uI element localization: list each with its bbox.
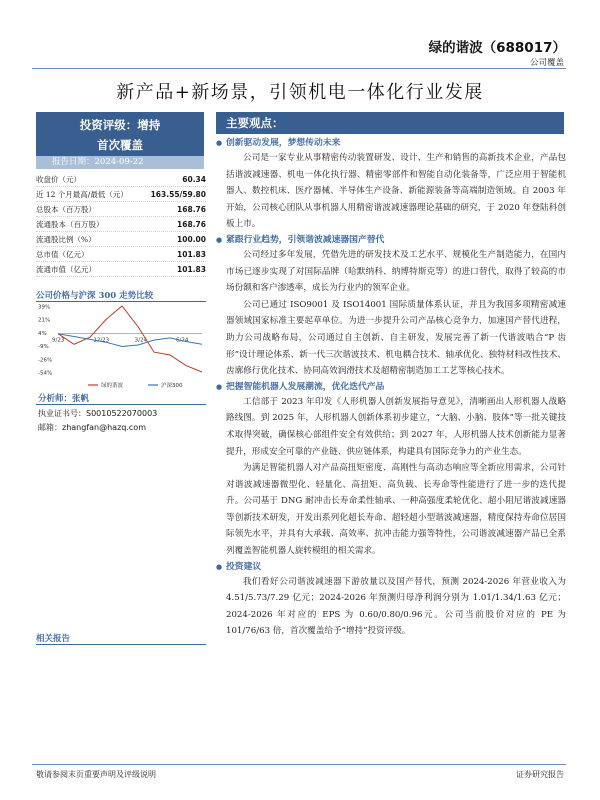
report-date: 报告日期：2024-09-22 bbox=[36, 156, 204, 169]
stat-value: 168.76 bbox=[177, 205, 206, 214]
bullet-icon: ● bbox=[216, 234, 223, 244]
y-tick-label: 4% bbox=[38, 330, 47, 337]
paragraph: 我们看好公司谐波减速器下游放量以及国产替代，预测 2024-2026 年营业收入为 4.51/5.73/7.29 亿元；2024-2026 年预测归母净利润分别为 1.01/1.34/1.63 亿元；2024-2026 年对应的 EPS 为 0.60/0.80/0.96元。公司当前股价对应的 PE 为 101/76/63 倍，首次覆盖给予“增持”投资评级。 bbox=[226, 576, 566, 637]
stat-value: 60.34 bbox=[182, 175, 206, 184]
company-name: 绿的谐波（688017） bbox=[428, 40, 566, 56]
stat-value: 163.55/59.80 bbox=[150, 190, 206, 199]
legend-label: 沪深300 bbox=[161, 383, 183, 389]
footer-divider bbox=[32, 764, 566, 765]
stat-row bbox=[36, 187, 206, 202]
paragraph: 公司经过多年发展，凭借先进的研发技术及工艺水平、规模化生产制造能力，在国内市场已逐步实现了对国际品牌（哈默纳科、纳博特斯克等）的进口替代，取得了较高的市场份额和客户渗透率，成长为行业内的领军企业。 bbox=[226, 249, 566, 294]
rating-coverage: 首次覆盖 bbox=[97, 138, 143, 152]
rating-box bbox=[36, 112, 204, 156]
stat-label: 流通股本（百万股） bbox=[36, 220, 104, 229]
cert-label: 执业证书号： bbox=[38, 409, 86, 418]
stat-value: 100.00 bbox=[177, 235, 206, 244]
analyst-info bbox=[38, 407, 157, 435]
footer-report-label: 证券研究报告 bbox=[516, 770, 564, 779]
stock-stats-table bbox=[36, 172, 206, 277]
y-tick-label: 39% bbox=[38, 304, 51, 311]
related-reports-title: 相关报告 bbox=[36, 634, 71, 644]
footer-disclaimer: 敬请参阅末页重要声明及评级说明 bbox=[36, 770, 156, 779]
analyst-divider bbox=[36, 404, 206, 405]
main-body bbox=[216, 136, 566, 640]
series-line bbox=[58, 334, 202, 347]
stat-row bbox=[36, 217, 206, 232]
stat-row bbox=[36, 262, 206, 277]
x-tick-label: 9/23 bbox=[52, 337, 65, 344]
stat-row bbox=[36, 202, 206, 217]
stat-label: 流通股比例（%） bbox=[36, 235, 96, 244]
rating-label: 投资评级：增持 bbox=[79, 118, 161, 132]
analyst-title: 分析师：张帆 bbox=[38, 394, 90, 404]
header-divider bbox=[32, 68, 566, 69]
bullet-icon: ● bbox=[216, 138, 223, 147]
stat-row bbox=[36, 232, 206, 247]
stat-row bbox=[36, 247, 206, 262]
x-tick-label: 6/24 bbox=[176, 337, 189, 344]
y-tick-label: -9% bbox=[38, 344, 49, 351]
stat-value: 101.83 bbox=[177, 265, 206, 274]
report-title: 新产品+新场景，引领机电一体化行业发展 bbox=[116, 82, 484, 103]
related-reports-divider bbox=[36, 644, 206, 645]
section-heading: ● 紧跟行业趋势，引领谐波减速器国产替代 bbox=[216, 234, 385, 245]
price-comparison-chart bbox=[36, 300, 208, 390]
legend-label: 绿的谐波 bbox=[101, 383, 124, 389]
paragraph: 工信部于 2023 年印发《人形机器人创新发展指导意见》，清晰画出人形机器人战略路线图。到 2025 年，人形机器人创新体系初步建立，“大脑、小脑、肢体”等一批关键技术取得突破，确保核心部组件安全有效供给；到 2027 年，人形机器人技术创新能力显著提升，形成安全可靠的产业链、供应链体系，构建具有国际竞争力的产业生态。 bbox=[226, 396, 566, 457]
section-heading: ● 把握智能机器人发展潮流，优化迭代产品 bbox=[216, 381, 385, 392]
main-points-bar: 主要观点： bbox=[216, 112, 564, 134]
x-tick-label: 12/23 bbox=[93, 337, 110, 344]
paragraph: 公司是一家专业从事精密传动装置研发、设计、生产和销售的高新技术企业，产品包括谐波减速器、机电一体化执行器、精密零部件和智能自动化装备等，广泛应用于智能机器人、数控机床、医疗器械、半导体生产设备、新能源装备等高端制造领域。自 2003 年开始，公司核心团队从事机器人用精密谐波减速器理论基础的研究，于 2020 年登陆科创板上市。 bbox=[226, 153, 566, 230]
email-label: 邮箱： bbox=[38, 423, 62, 432]
stat-label: 收盘价（元） bbox=[36, 175, 81, 184]
y-tick-label: -54% bbox=[38, 370, 53, 377]
section-heading: ● 投资建议 bbox=[216, 561, 262, 572]
stat-label: 流通市值（亿元） bbox=[36, 265, 96, 274]
paragraph: 为满足智能机器人对产品高扭矩密度、高刚性与高动态响应等全新应用需求，公司针对谐波减速器微型化、轻量化、高扭矩、高负载、长寿命等性能进行了进一步的迭代提升。公司基于 DNG 耐冲击长寿命柔性轴承、一种高强度柔轮优化、超小阻尼谐波减速器等创新技术研发，开发出系列化超长寿命、超轻超小型谐波减速器，精度保持寿命位居国际领先水平，并具有大承载、高效率、抗冲击能力强等特性，公司谐波减速器产品已全系列覆盖智能机器人旋转模组的相关需求。 bbox=[226, 463, 566, 557]
chart-section-title: 公司价格与沪深 300 走势比较 bbox=[36, 291, 154, 301]
stat-label: 近 12 个月最高/最低（元） bbox=[36, 190, 128, 199]
stat-value: 168.76 bbox=[177, 220, 206, 229]
section-heading: ● 创新驱动发展，梦想传动未来 bbox=[216, 138, 341, 148]
paragraph: 公司已通过 ISO9001 及 ISO14001 国际质量体系认证，并且为我国多项精密减速器领域国家标准主要起草单位。为进一步提升公司产品核心竞争力，加速国产替代进程，助力公司战略布局，公司通过自主创新、自主研发，发展完善了新一代谐波啮合“P 齿形”设计理论体系、新一代三次谐波技术、机电耦合技术、轴承优化、独特材料改性技术、齿廓修行优化技术、协同高效润滑技术及超精密制造加工工艺等核心技术。 bbox=[226, 299, 566, 377]
stat-value: 101.83 bbox=[177, 250, 206, 259]
x-tick-label: 3/24 bbox=[134, 337, 148, 344]
bullet-icon: ● bbox=[216, 561, 223, 571]
bullet-icon: ● bbox=[216, 381, 223, 391]
stat-label: 总股本（百万股） bbox=[36, 205, 96, 214]
y-tick-label: 21% bbox=[38, 317, 51, 324]
cert-value: S0010522070003 bbox=[86, 409, 158, 418]
email-value[interactable]: zhangfan@hazq.com bbox=[62, 423, 146, 432]
stat-label: 总市值（亿元） bbox=[36, 250, 89, 259]
report-type: 公司覆盖 bbox=[529, 58, 564, 68]
stat-row bbox=[36, 172, 206, 187]
y-tick-label: -26% bbox=[38, 357, 53, 364]
